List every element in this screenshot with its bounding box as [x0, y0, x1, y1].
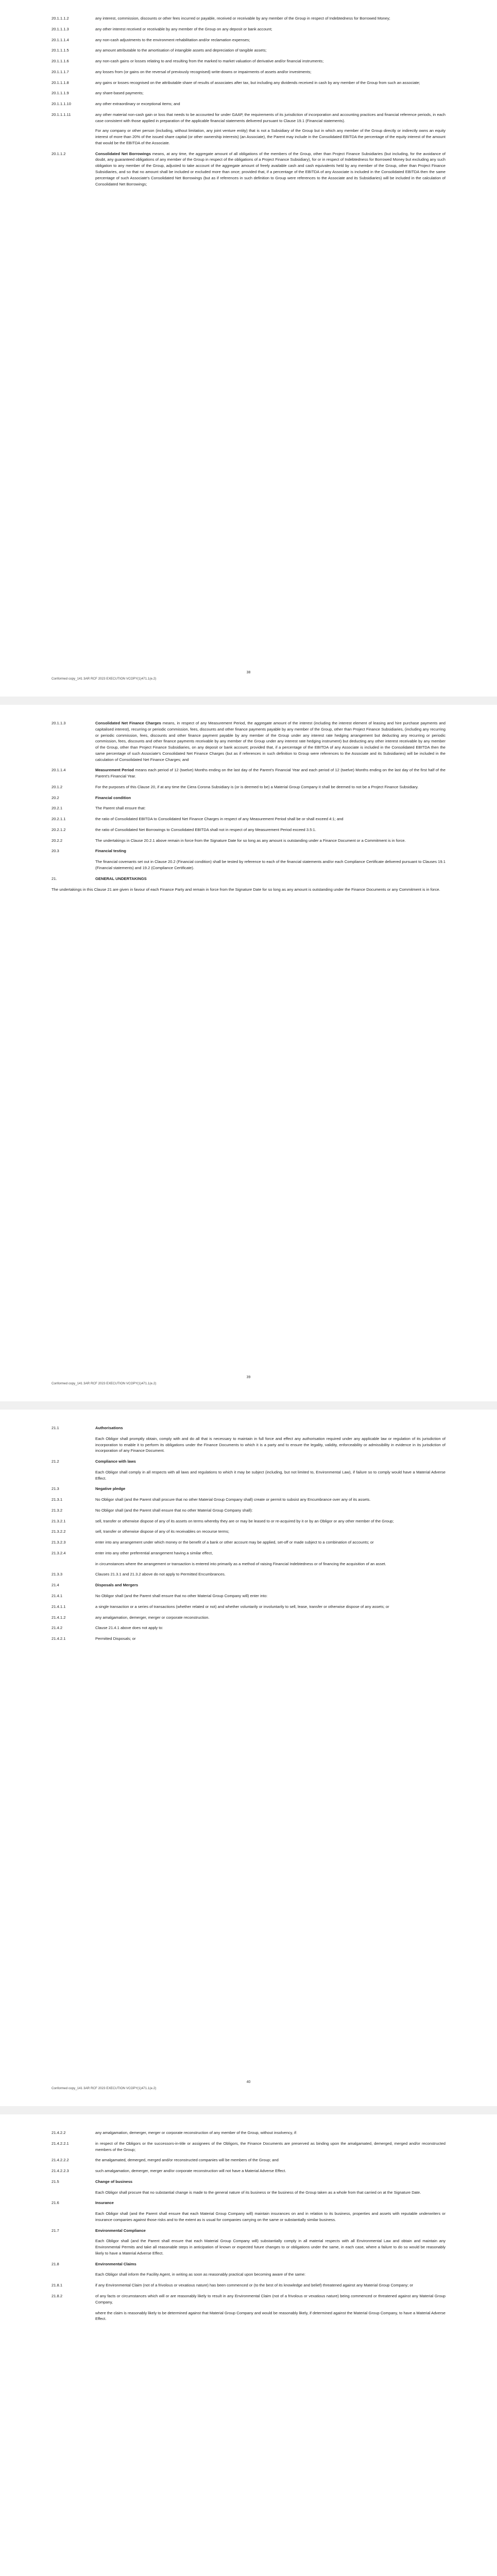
clause	[52, 2310, 445, 2323]
clause-text: No Obligor shall (and the Parent shall procure that no other Material Group Company shall) create or permit to subsist any Encumbrance over any of its assets.	[95, 1497, 371, 1502]
defined-term: Consolidated Net Borrowings	[95, 151, 151, 156]
clause	[52, 80, 445, 86]
clause-number: 20.2	[52, 795, 59, 800]
clause	[52, 720, 445, 762]
page-content	[52, 2130, 445, 2327]
clause-text	[95, 848, 445, 854]
clause-text: No Obligor shall (and the Parent shall ensure that no other Material Group Company will) enter into:	[95, 1594, 268, 1599]
clause	[52, 15, 445, 22]
page-content	[52, 720, 445, 897]
clause-number	[52, 1436, 95, 1454]
clause-number: 21.3	[52, 1486, 59, 1492]
clause-number: 21.4.2.2.3	[52, 2168, 69, 2174]
clause-number: 21.4.1	[52, 1594, 63, 1599]
clause-text	[95, 1425, 445, 1431]
clause-text: if any Environmental Claim (not of a frivolous or vexatious nature) has been commenced or (to the best of its knowledge and belief) threatened against any Material Group Company; or	[95, 2283, 414, 2288]
clause	[52, 2228, 445, 2234]
clause-number: 21.4.1.1	[52, 1604, 66, 1609]
clause-number: 20.1.1.1.9	[52, 91, 69, 96]
page-footer: Conformed copy_141 3AR RCF 2023 EXECUTION VCOPY(1)471.1(e.2)	[52, 2087, 157, 2090]
clause	[52, 2190, 445, 2196]
clause-number: 21.2	[52, 1459, 59, 1464]
clause-text: Each Obligor shall comply in all respects with all laws and regulations to which it may be subject (including, but not limited to, Environmental Law), if failure so to comply would have a Material Adverse Effect.	[95, 1469, 445, 1481]
clause-text: The undertakings in Clause 20.2.1 above remain in force from the Signature Date for so long as any amount is outstanding under a Finance Document or a Commitment is in force.	[95, 838, 406, 843]
clause-number: 21.4.1.2	[52, 1615, 66, 1620]
clause-number: 21.8	[52, 2261, 59, 2266]
clause-text: enter into any arrangement under which money or the benefit of a bank or other account may be applied, set-off or made subject to a combination of accounts; or	[95, 1540, 374, 1545]
clause	[52, 1518, 445, 1524]
clause-number: 21.4.2	[52, 1625, 63, 1631]
clause	[52, 2130, 445, 2136]
page-content	[52, 15, 445, 192]
clause	[52, 1636, 445, 1642]
clause	[52, 1469, 445, 1482]
clause	[52, 2157, 445, 2163]
clause-number: 21.4.2.1	[52, 1636, 66, 1641]
clause-text: where the claim is reasonably likely to be determined against that Material Group Company and would be reasonably likely, if determined against the Material Group Company, to have a Material Adverse Effect.	[95, 2310, 445, 2321]
defined-term: Measurement Period	[95, 768, 134, 773]
clause-text: any share-based payments;	[95, 91, 144, 96]
clause-number: 21.5	[52, 2179, 59, 2184]
clause-text: any non-cash adjustments to the environment rehabilitation and/or reclamation expenses;	[95, 37, 250, 42]
clause-text	[95, 1459, 445, 1465]
clause	[52, 827, 445, 833]
clause-text: The Parent shall ensure that:	[95, 806, 146, 811]
clause	[52, 151, 445, 188]
clause	[52, 2282, 445, 2289]
clause-text	[95, 795, 445, 801]
clause-number: 21.3.2.2	[52, 1529, 66, 1534]
clause-text: the ratio of Consolidated EBITDA to Consolidated Net Finance Charges in respect of any Measurement Period shall be or shall exceed 4:1; and	[95, 817, 344, 822]
clause-text: Each Obligor shall promptly obtain, comply with and do all that is necessary to maintain in full force and effect any authorisation required under any applicable law or regulation of its jurisdiction of incorporation to enable it to perform its obligations under the Finance Documents to which it is a party and to ensure the legality, validity, enforceability or admissibility in evidence in its jurisdiction of incorporation of any Finance Document.	[95, 1436, 445, 1453]
clause	[52, 26, 445, 32]
clause-text: Each Obligor shall (and the Parent shall ensure that each Material Group Company will) substantially comply in all material respects with all Environmental Law and obtain and maintain any Environmental Permits and take all reasonable steps in anticipation of known or expected future changes to or obligations under the same, in each case, where a failure to do so would be reasonably likely to have a Material Adverse Effect.	[95, 2239, 445, 2256]
clause	[52, 2179, 445, 2185]
clause-heading: Environmental Compliance	[95, 2228, 146, 2233]
clause-heading: Authorisations	[95, 1426, 123, 1430]
clause	[52, 767, 445, 779]
clause	[52, 1529, 445, 1535]
clause	[52, 112, 445, 146]
clause-paragraph: The financial covenants set out in Clause 20.2 (Financial condition) shall be tested by reference to each of the financial statements and/or each Compliance Certificate delivered pursuant to Clauses 19.1 (Financial statements) and 19.2 (Compliance Certificate).	[95, 859, 445, 871]
clause-number	[52, 2310, 95, 2323]
clause	[52, 784, 445, 790]
clause-text: Consolidated Net Finance Charges means, in respect of any Measurement Period, the aggregate amount of the interest (including the interest element of leasing and hire purchase payments and capitalised interest), recurring or periodic commission, fees, discounts and other finance payments payable by any member of the Group, other than Project Finance Subsidiaries, (including any recurring or periodic commission, fees, discounts and other finance payment payable by any member of the Group under any interest rate hedging arrangement but deducting any recurring or periodic commission, fees, discounts and other finance payments receivable by any member of the Group under any interest rate hedging instrument) but deducting any other interest receivable by any member of the Group, other than Project Finance Subsidiaries, on any deposit or bank account; provided that, if a percentage of the EBITDA of any Associate is included in the Consolidated EBITDA then the same percentage of such Associate's Consolidated Net Finance Charges (but as if references in such definition to Group were references to the Associate and its Subsidiaries) will be included in the calculation of Consolidated Net Finance Charges; and	[95, 721, 445, 762]
clause-number: 21.4.2.2.2	[52, 2158, 69, 2163]
clause	[52, 2168, 445, 2174]
clause-text: any other interest received or receivable by any member of the Group on any deposit or bank account;	[95, 26, 272, 31]
page-content	[52, 1425, 445, 1647]
clause-number: 20.2.1.2	[52, 827, 66, 832]
clause	[52, 876, 445, 882]
clause	[52, 101, 445, 107]
clause	[52, 2261, 445, 2267]
clause-text	[95, 112, 445, 146]
clause-number	[52, 2238, 95, 2256]
clause-number: 20.1.1.4	[52, 768, 66, 773]
clause-number: 21.7	[52, 2228, 59, 2233]
clause	[52, 1425, 445, 1431]
clause-number: 20.1.1.1.11	[52, 112, 71, 117]
clause-text	[95, 2261, 445, 2267]
clause	[52, 1593, 445, 1599]
clause	[52, 838, 445, 844]
clause	[52, 1615, 445, 1621]
clause	[52, 90, 445, 96]
clause	[52, 1625, 445, 1631]
clause-text	[95, 2179, 445, 2185]
clause-number: 21.3.3	[52, 1572, 63, 1577]
clause-number	[52, 2272, 95, 2278]
clause-number: 21.3.2.1	[52, 1518, 66, 1523]
clause-text: such amalgamation, demerger, merger and/or corporate reconstruction will not have a Material Adverse Effect.	[95, 2168, 286, 2174]
clause-number: 21.8.1	[52, 2283, 63, 2288]
clause-text: No Obligor shall (and the Parent shall ensure that no other Material Group Company shall):	[95, 1507, 253, 1513]
clause-number: 20.1.2	[52, 784, 63, 789]
clause-text: any amount attributable to the amortisation of intangible assets and depreciation of tangible assets;	[95, 48, 267, 53]
clause-number: 20.1.1.3	[52, 721, 66, 725]
clause	[52, 1571, 445, 1578]
clause-text: Clauses 21.3.1 and 21.3.2 above do not apply to Permitted Encumbrances.	[95, 1572, 226, 1577]
clause-heading: Environmental Claims	[95, 2261, 136, 2266]
clause	[52, 1561, 445, 1567]
page-number: 39	[246, 1376, 251, 1379]
clause-number: 21.3.2	[52, 1507, 63, 1513]
clause	[52, 1459, 445, 1465]
clause-text: sell, transfer or otherwise dispose of any of its receivables on recourse terms;	[95, 1529, 229, 1534]
clause	[52, 816, 445, 822]
clause-number	[52, 1469, 95, 1482]
clause-number: 20.1.1.1.4	[52, 37, 69, 42]
clause-number: 21.4	[52, 1583, 59, 1588]
clause-number: 21.1	[52, 1426, 59, 1430]
clause	[52, 795, 445, 801]
clause	[52, 1604, 445, 1610]
clause-number: 20.1.1.1.6	[52, 59, 69, 64]
clause-text: any non-cash gains or losses relating to and resulting from the marked to market valuation of derivative and/or financial instruments;	[95, 59, 324, 64]
clause-number: 20.1.1.1.7	[52, 69, 69, 74]
document-page	[0, 2114, 497, 2576]
clause-heading: GENERAL UNDERTAKINGS	[95, 876, 147, 881]
clause-text: enter into any other preferential arrangement having a similar effect,	[95, 1550, 213, 1555]
clause-heading: Financial condition	[95, 795, 131, 800]
clause-number: 20.1.1.1.5	[52, 48, 69, 53]
clause-number: 20.1.1.1.8	[52, 80, 69, 85]
clause	[52, 2293, 445, 2306]
clause-number: 21.8.2	[52, 2294, 63, 2299]
clause-heading: Compliance with laws	[95, 1459, 136, 1464]
clause-text: sell, transfer or otherwise dispose of any of its assets on terms whereby they are or may be leased to or re-acquired by it or by an Obligor or any other member of the Group;	[95, 1518, 394, 1523]
clause-text: any other extraordinary or exceptional items; and	[95, 101, 180, 107]
clause-number: 21.4.2.2.1	[52, 2141, 69, 2146]
clause-number: 21.	[52, 876, 57, 881]
clause-number: 21.3.2.4	[52, 1550, 66, 1555]
clause-heading: Insurance	[95, 2200, 114, 2206]
clause	[52, 1582, 445, 1588]
clause-text	[95, 2228, 445, 2234]
clause-number: 20.1.1.2	[52, 151, 66, 156]
document-page	[0, 1410, 497, 2106]
clause-text: the ratio of Consolidated Net Borrowings to Consolidated EBITDA shall not in respect of any Measurement Period exceed 3.5:1.	[95, 827, 316, 832]
clause	[52, 1539, 445, 1546]
clause-text: any amalgamation, demerger, merger or corporate reconstruction.	[95, 1615, 210, 1620]
clause	[52, 2141, 445, 2153]
clause-heading: Disposals and Mergers	[95, 1583, 139, 1588]
clause-text: Measurement Period means each period of 12 (twelve) Months ending on the last day of the Parent's Financial Year and each period of 12 (twelve) Months ending on the last day of the first half of the Parent's Financial Year.	[95, 768, 446, 779]
clause	[52, 1497, 445, 1503]
clause	[52, 1486, 445, 1492]
clause-number: 20.1.1.1.2	[52, 16, 69, 21]
clause-text: Consolidated Net Borrowings means, at any time, the aggregate amount of all obligations of the members of the Group, other than Project Finance Subsidiaries (but including, for the avoidance of doubt, any guaranteed obligations of any member of the Group in respect of the obligations of a Project Finance Subsidiary), for or in respect of Indebtedness for Borrowed Money but excluding any such obligation to any member of the Group, adjusted to take account of the aggregate amount of freely available cash and cash equivalents held by any member of the Group, other than Project Finance Subsidiaries, and so that no amount shall be included or excluded more than once; provided that, if a percentage of the EBITDA of any Associate is included in the Consolidated EBITDA then the same percentage of such Associate's Consolidated Net Borrowings (but as if references in such definition to Group were references to the Associate and its Subsidiaries) will be included in the calculation of Consolidated Net Borrowings;	[95, 151, 445, 187]
clause	[52, 69, 445, 75]
clause-text: Each Obligor shall (and the Parent shall ensure that each Material Group Company will) maintain insurances on and in relation to its business, properties and assets with reputable underwriters or insurance companies against those risks and to the extent as is usual for companies carrying on the same or substantially similar business.	[95, 2211, 445, 2222]
clause-number	[52, 2211, 95, 2223]
clause-text	[95, 876, 445, 882]
clause-heading: Negative pledge	[95, 1486, 126, 1492]
clause-number: 21.3.1	[52, 1497, 63, 1502]
clause-heading: Financial testing	[95, 849, 126, 854]
clause-text	[95, 1582, 445, 1588]
clause-text: any interest, commission, discounts or other fees incurred or payable, received or receivable by any member of the Group in respect of Indebtedness for Borrowed Money;	[95, 16, 390, 21]
clause-paragraph: The undertakings in this Clause 21 are given in favour of each Finance Party and remain in force from the Signature Date for so long as any amount is outstanding under the Finance Documents or any Commitment is in force.	[52, 887, 440, 892]
clause	[52, 2272, 445, 2278]
clause-text: any gains or losses recognised on the attributable share of results of associates after tax, but including any dividends received in cash by any member of the Group from such an associate;	[95, 80, 420, 85]
clause	[52, 2238, 445, 2256]
clause-text: For the purposes of this Clause 20, if at any time the Ciera Corona Subsidiary is (or is deemed to be) a Material Group Company it shall be deemed to not be a Project Finance Subsidiary.	[95, 784, 419, 789]
page-number: 38	[246, 671, 251, 674]
clause	[52, 805, 445, 811]
document-page	[0, 705, 497, 1401]
clause-text: Clause 21.4.1 above does not apply to:	[95, 1625, 163, 1631]
clause-number: 20.1.1.1.10	[52, 101, 72, 107]
document-page	[0, 0, 497, 697]
clause-text: in circumstances where the arrangement or transaction is entered into primarily as a method of raising Financial Indebtedness or of financing the acquisition of an asset.	[95, 1561, 386, 1566]
page-footer: Conformed copy_141 3AR RCF 2023 EXECUTION VCOPY(1)471.1(e.2)	[52, 677, 157, 681]
clause-paragraph: any other material non-cash gain or loss that needs to be accounted for under GAAP, the requirements of its jurisdiction of incorporation and accounting practices and financial reference periods, in each case consistent with those applied in preparation of the applicable financial statements delivered pursuant to Clause 19.1 (Financial statements).	[95, 112, 445, 123]
clause-number	[52, 2190, 95, 2196]
clause-number: 21.6	[52, 2200, 59, 2206]
clause	[52, 2211, 445, 2223]
clause-number	[52, 1561, 95, 1567]
clause-text: Permitted Disposals; or	[95, 1636, 136, 1641]
clause-paragraph: For any company or other person (including, without limitation, any joint venture entity) that is not a Subsidiary of the Group but in which any member of the Group directly or indirectly owns an equity interest of more than 20% of the issued share capital (or other ownership interests) (an Associate), the Parent may include in the Consolidated EBITDA the percentage of the equity interest of the amount that would be the EBITDA of the Associate.	[95, 128, 445, 145]
clause-text: a single transaction or a series of transactions (whether related or not) and whether voluntarily or involuntarily to sell, lease, transfer or otherwise dispose of any assets; or	[95, 1604, 389, 1609]
clause-text: Each Obligor shall inform the Facility Agent, in writing as soon as reasonably practical upon becoming aware of the same:	[95, 2272, 306, 2277]
page-footer: Conformed copy_141 3AR RCF 2023 EXECUTION VCOPY(1)471.1(e.2)	[52, 1382, 157, 1385]
clause-heading: Change of business	[95, 2179, 133, 2184]
clause	[52, 47, 445, 54]
clause-number: 20.3	[52, 849, 59, 854]
clause-number: 20.2.1	[52, 806, 63, 811]
clause-text: of any facts or circumstances which will or are reasonably likely to result in any Environmental Claim (not of a frivolous or vexatious nature) being commenced or threatened against any Material Group Company,	[95, 2294, 445, 2304]
clause-text	[95, 1486, 445, 1492]
clause-text: in respect of the Obligors or the successors-in-title or assignees of the Obligors, the Finance Documents are preserved as binding upon the amalgamated, demerged, merged and/or reconstructed members of the Group;	[95, 2141, 445, 2152]
clause-number: 20.2.1.1	[52, 817, 66, 822]
page-number: 40	[246, 2080, 251, 2084]
clause-number: 21.4.2.2	[52, 2130, 66, 2135]
clause-text: any losses from (or gains on the reversal of previously recognised) write-downs or impairments of assets and/or investments;	[95, 69, 312, 74]
clause-text	[95, 2200, 445, 2206]
clause	[52, 1436, 445, 1454]
clause	[52, 1507, 445, 1514]
defined-term: Consolidated Net Finance Charges	[95, 721, 161, 725]
clause-number: 21.3.2.3	[52, 1540, 66, 1545]
clause	[52, 37, 445, 43]
clause	[52, 848, 445, 854]
clause-number: 20.1.1.1.3	[52, 26, 69, 31]
clause-text: the amalgamated, demerged, merged and/or reconstructed companies will be members of the Group; and	[95, 2158, 279, 2163]
clause-number: 20.2.2	[52, 838, 63, 843]
clause-text: Each Obligor shall procure that no substantial change is made to the general nature of its business or the business of the Group taken as a whole from that carried on at the Signature Date.	[95, 2190, 421, 2195]
clause	[52, 1550, 445, 1556]
clause-text: any amalgamation, demerger, merger or corporate reconstruction of any member of the Group, without insolvency, if:	[95, 2130, 297, 2135]
clause	[52, 2200, 445, 2206]
clause	[52, 58, 445, 64]
